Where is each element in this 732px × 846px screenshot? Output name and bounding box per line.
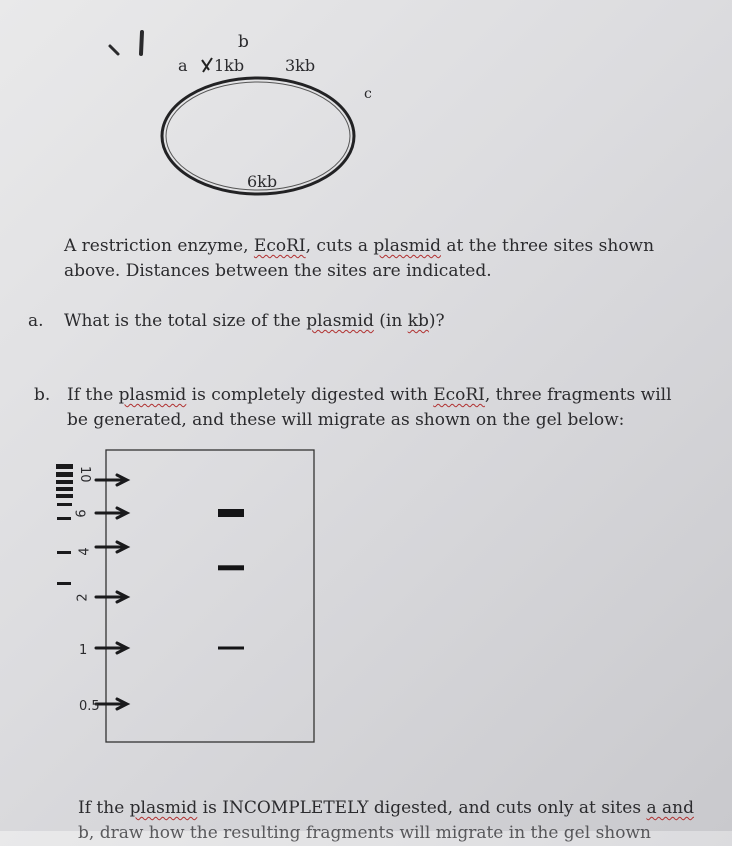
distance-bc-label: 3kb [285, 56, 316, 75]
sites-text: a and [646, 798, 694, 818]
ladder-label-1: 1 [79, 643, 88, 658]
plasmid-word: plasmid [373, 236, 442, 256]
ladder-arrow [96, 542, 127, 552]
question-a-text [64, 309, 704, 334]
question-c-text-part: If the [78, 798, 130, 818]
sample-bands [218, 509, 244, 650]
question-a-text-part: )? [428, 311, 445, 331]
ladder-band [57, 551, 71, 554]
sample-band-6kb [218, 509, 244, 517]
distance-ca-label: 6kb [247, 172, 278, 191]
intro-line-1 [64, 234, 714, 259]
intro-text: A restriction enzyme, [64, 236, 254, 256]
site-marker-a [202, 58, 212, 72]
plasmid-word: plasmid [306, 311, 374, 331]
ladder-band [56, 494, 73, 498]
ladder-arrows [96, 475, 127, 709]
sample-band-1kb [218, 647, 244, 650]
question-c-line-2: b, draw how the resulting fragments will migrate in the gel shown [78, 823, 651, 843]
question-c-text [78, 796, 718, 846]
sample-band-3kb [218, 565, 244, 570]
ladder-arrow [96, 643, 127, 653]
question-b-line-1 [67, 383, 717, 408]
plasmid-word: plasmid [129, 798, 198, 818]
hand-mark-bar [141, 32, 142, 54]
ladder-band [56, 472, 73, 477]
intro-text: , cuts a [305, 236, 374, 256]
ladder-bands [56, 464, 73, 585]
question-c-line-1 [78, 796, 718, 821]
ladder-label-2: 2 [75, 593, 91, 602]
ladder-band [56, 480, 73, 484]
ladder-band [57, 517, 71, 520]
question-b-text-part: , three fragments will [484, 385, 672, 405]
enzyme-name: EcoRI [253, 236, 306, 256]
question-b-text-part: is completely digested with [186, 385, 434, 405]
ladder-band [56, 487, 73, 491]
ladder-band [56, 464, 73, 469]
question-a-text-part: (in [373, 311, 408, 331]
question-b-text [67, 383, 717, 433]
question-b-text-part: If the [67, 385, 119, 405]
ladder-band [57, 582, 71, 585]
ladder-arrow [96, 592, 127, 602]
plasmid-diagram [0, 0, 732, 210]
distance-ab-label: 1kb [214, 56, 245, 75]
enzyme-name: EcoRI [433, 385, 485, 405]
ladder-label-4: 4 [77, 547, 93, 556]
site-b-label: b [238, 32, 249, 52]
ladder-arrow [96, 475, 127, 485]
site-c-label: c [364, 86, 372, 102]
ladder-arrow [96, 508, 127, 518]
ladder-band [57, 503, 72, 506]
kb-word: kb [407, 311, 429, 331]
ladder-arrow [96, 699, 127, 709]
question-a-marker: a. [28, 311, 44, 331]
question-b-marker: b. [34, 385, 51, 405]
hand-mark-slash [110, 46, 118, 54]
plasmid-word: plasmid [118, 385, 187, 405]
gel-box [106, 450, 314, 742]
intro-line-2: above. Distances between the sites are indicated. [64, 261, 492, 281]
ladder-label-10: 10 [77, 466, 92, 483]
site-a-label: a [178, 56, 188, 75]
intro-paragraph [64, 234, 714, 284]
question-c-text-part: is INCOMPLETELY digested, and cuts only at sites [197, 798, 647, 818]
question-b-line-2: be generated, and these will migrate as shown on the gel below: [67, 410, 625, 430]
ladder-label-0-5: 0.5 [79, 699, 100, 714]
question-a-text-part: What is the total size of the [64, 311, 307, 331]
intro-text: at the three sites shown [441, 236, 655, 256]
ladder-label-6: 6 [74, 509, 90, 518]
